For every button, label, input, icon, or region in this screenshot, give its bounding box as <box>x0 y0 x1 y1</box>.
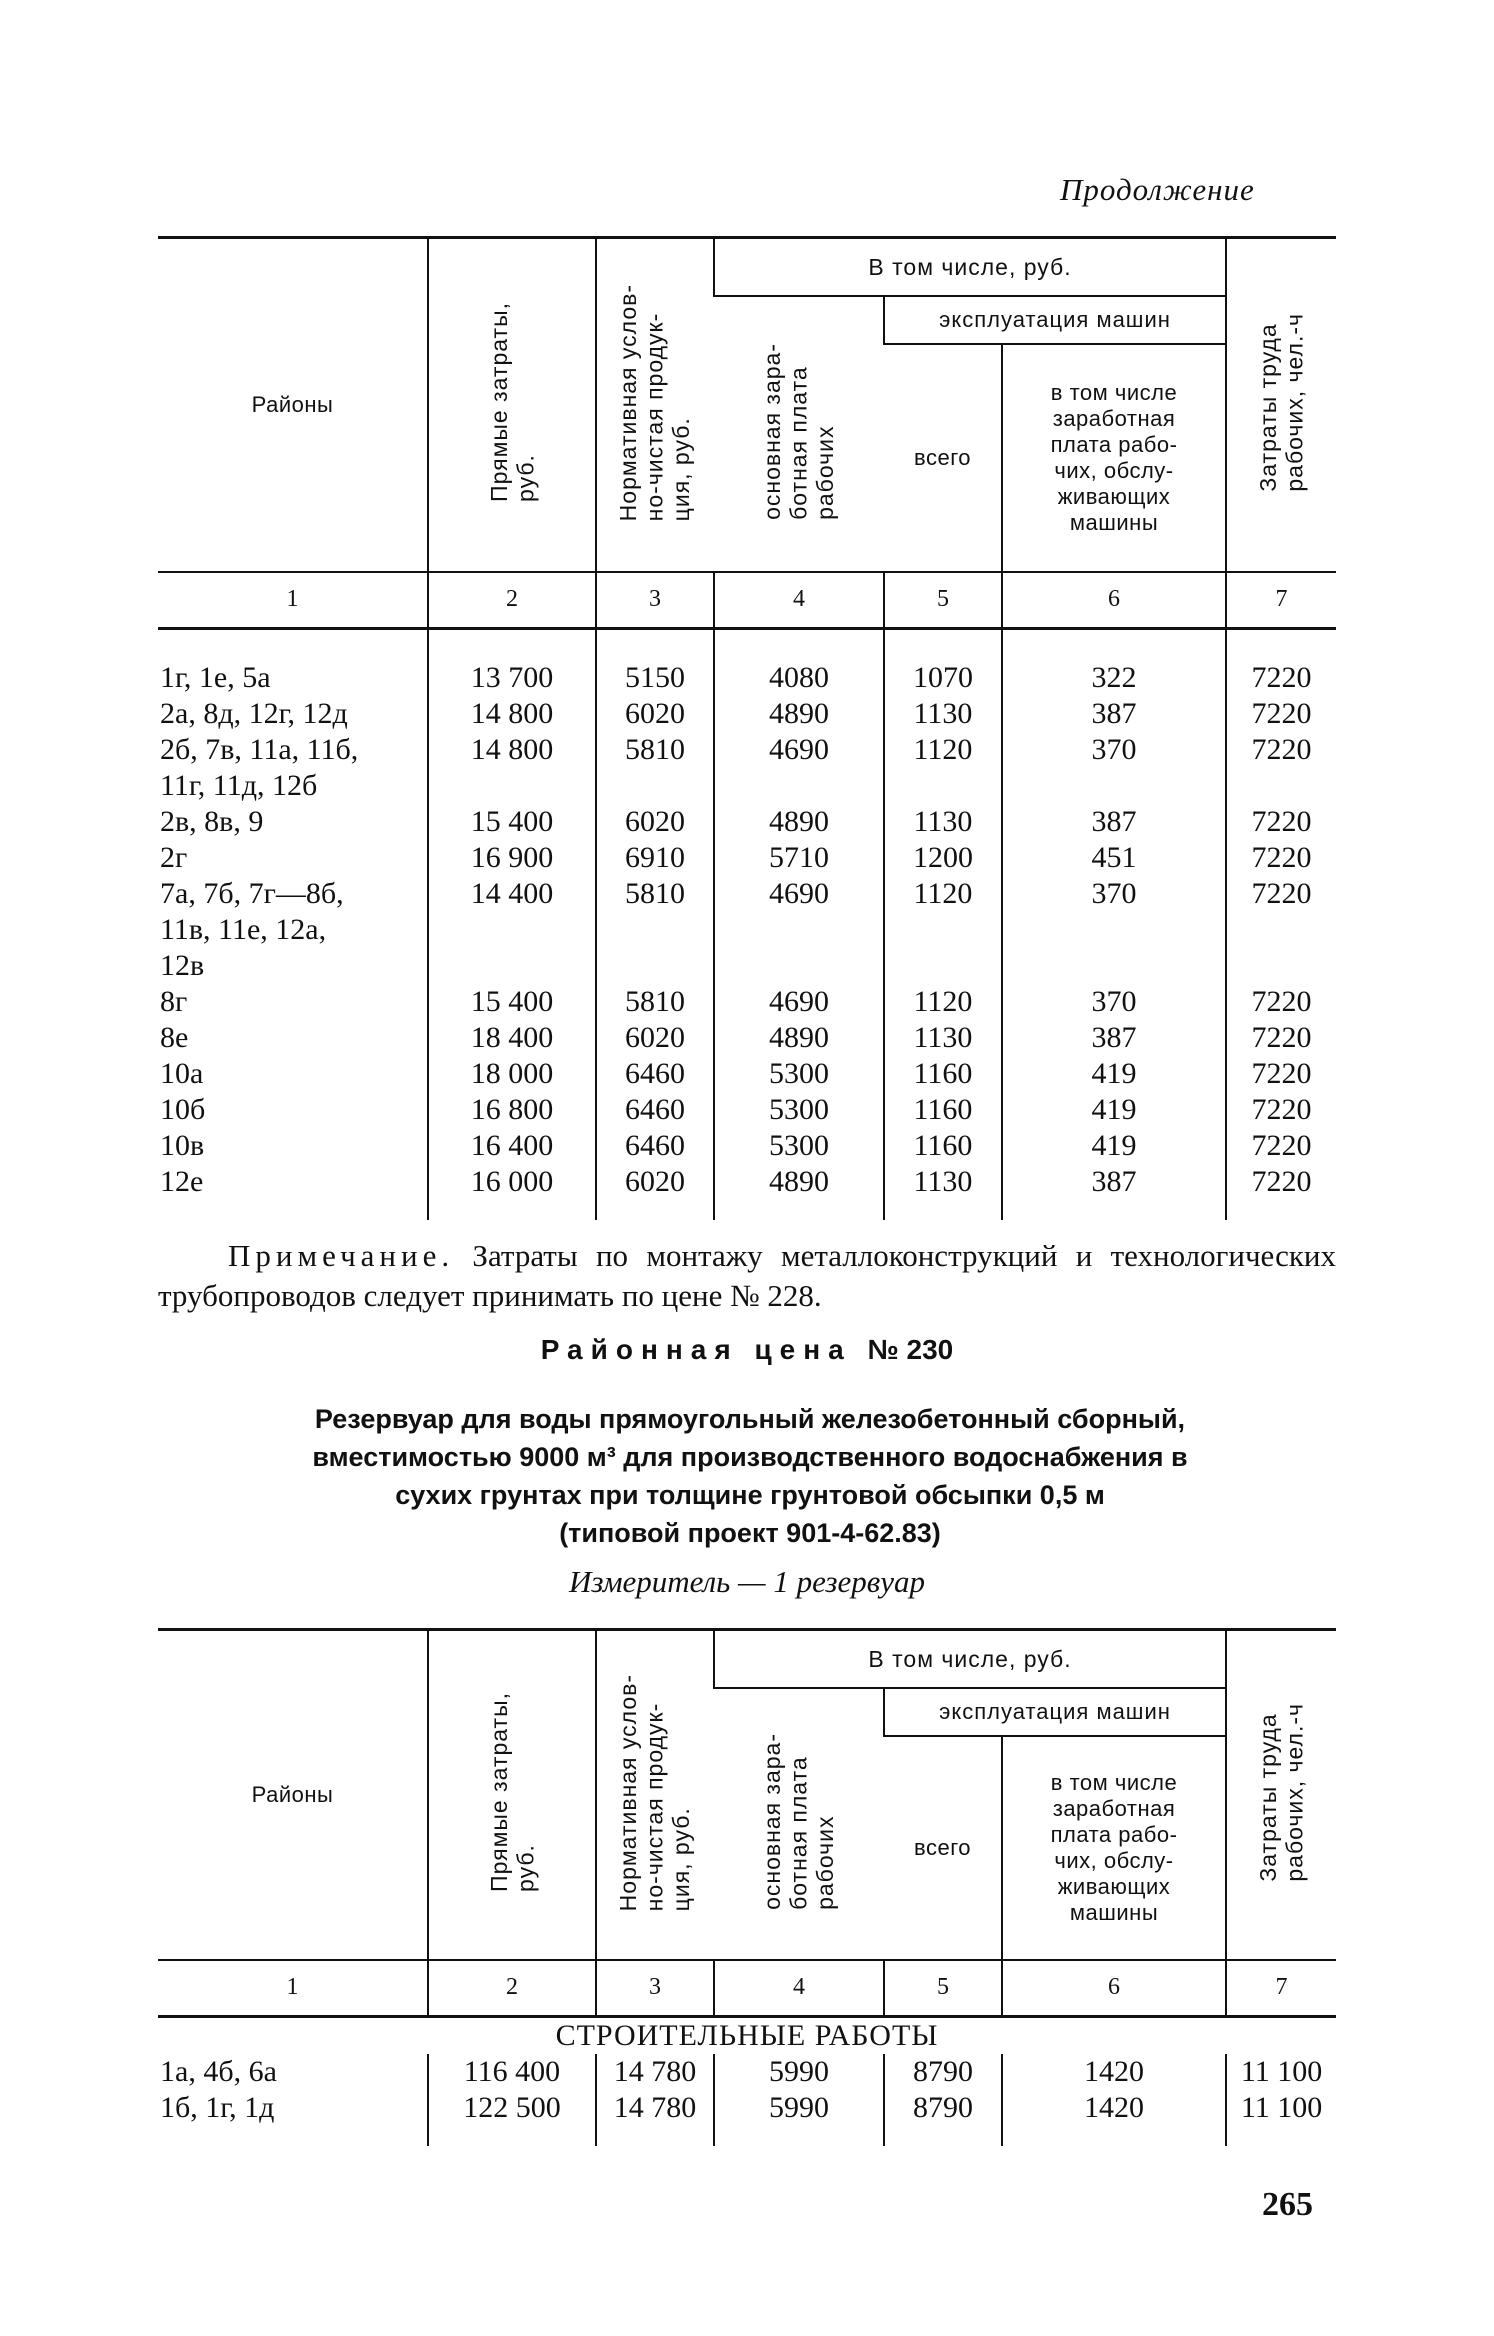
col-number: 6 <box>1002 1960 1226 2017</box>
col-number: 4 <box>714 572 884 629</box>
cell-machines-total: 1130 <box>884 804 1002 840</box>
col-number: 3 <box>596 1960 714 2017</box>
cell-labor: 7220 <box>1226 1164 1336 1220</box>
col-number: 6 <box>1002 572 1226 629</box>
header-regions: Районы <box>158 1630 428 1961</box>
table-row <box>158 1164 1336 1220</box>
col-number: 1 <box>158 1960 428 2017</box>
cell-region: 2а, 8д, 12г, 12д <box>160 697 348 730</box>
cell-normative-cost: 6910 <box>596 840 714 876</box>
cell-region: 8г <box>160 985 188 1018</box>
cell-normative-cost: 6460 <box>596 1128 714 1164</box>
cell-machines-total: 1130 <box>884 1020 1002 1056</box>
table-row <box>158 1128 1336 1164</box>
header-base-wage: основная зара- ботная плата рабочих <box>758 342 838 520</box>
cell-base-wage: 5300 <box>714 1092 884 1128</box>
cell-normative-cost: 5810 <box>596 984 714 1020</box>
page-number: 265 <box>1262 2186 1313 2223</box>
cell-base-wage: 4890 <box>714 1020 884 1056</box>
col-number: 4 <box>714 1960 884 2017</box>
cell-region: 2б, 7в, 11а, 11б, 11г, 11д, 12б <box>160 733 359 802</box>
table-row <box>158 2054 1336 2090</box>
cell-region: 7а, 7б, 7г—8б, 11в, 11е, 12а, 12в <box>160 877 344 982</box>
cell-machines-wage: 370 <box>1002 732 1226 804</box>
col-number: 2 <box>428 1960 596 2017</box>
cell-machines-total: 1160 <box>884 1056 1002 1092</box>
cell-machines-wage: 387 <box>1002 804 1226 840</box>
cell-region: 1а, 4б, 6а <box>160 2055 277 2088</box>
section-title: СТРОИТЕЛЬНЫЕ РАБОТЫ <box>555 2019 939 2052</box>
cell-normative-cost: 6020 <box>596 1164 714 1220</box>
cell-machines-total: 8790 <box>884 2054 1002 2090</box>
cell-machines-wage: 370 <box>1002 876 1226 984</box>
continuation-label: Продолжение <box>1060 172 1255 207</box>
col-number: 2 <box>428 572 596 629</box>
cell-direct-costs: 14 400 <box>428 876 596 984</box>
col-number: 5 <box>884 572 1002 629</box>
header-machine-operation: эксплуатация машин <box>884 296 1226 344</box>
col-number: 1 <box>158 572 428 629</box>
cell-direct-costs: 16 000 <box>428 1164 596 1220</box>
header-total: всего <box>914 1835 971 1861</box>
price-number: № 230 <box>867 1334 954 1365</box>
cell-normative-cost: 6460 <box>596 1092 714 1128</box>
cell-labor: 7220 <box>1226 840 1336 876</box>
header-normative-cost: Нормативная услов- но-чистая продук- ция, руб. <box>596 1630 714 1961</box>
note-text: Затраты по монтажу металлоконструкций и технологических трубопроводов следует принимать по цене № 228. <box>158 1238 1336 1313</box>
cell-machines-wage: 387 <box>1002 696 1226 732</box>
cell-labor: 7220 <box>1226 1092 1336 1128</box>
cell-direct-costs: 122 500 <box>428 2090 596 2146</box>
cell-machines-wage: 370 <box>1002 984 1226 1020</box>
cell-base-wage: 4690 <box>714 984 884 1020</box>
cell-machines-wage: 387 <box>1002 1164 1226 1220</box>
header-total: всего <box>914 445 971 471</box>
table-row <box>158 804 1336 840</box>
cell-machines-wage: 419 <box>1002 1092 1226 1128</box>
header-incl-wage: в том числе заработная плата рабо- чих, обслу- живающих машины <box>1002 1736 1226 1960</box>
cell-base-wage: 4690 <box>714 732 884 804</box>
table-row <box>158 1020 1336 1056</box>
cell-region: 12е <box>160 1165 204 1198</box>
cell-labor: 7220 <box>1226 1020 1336 1056</box>
cell-base-wage: 4890 <box>714 804 884 840</box>
cell-normative-cost: 6460 <box>596 1056 714 1092</box>
col-number: 7 <box>1226 572 1336 629</box>
cell-direct-costs: 16 400 <box>428 1128 596 1164</box>
cell-labor: 11 100 <box>1226 2090 1336 2146</box>
price-title-text: Районная цена <box>540 1334 852 1365</box>
cell-region: 10в <box>160 1129 205 1162</box>
cell-normative-cost: 6020 <box>596 696 714 732</box>
cell-machines-total: 1160 <box>884 1128 1002 1164</box>
cell-machines-total: 1130 <box>884 1164 1002 1220</box>
cell-normative-cost: 6020 <box>596 804 714 840</box>
cell-region: 10б <box>160 1093 206 1126</box>
cell-machines-wage: 451 <box>1002 840 1226 876</box>
cell-direct-costs: 14 800 <box>428 696 596 732</box>
table1-body <box>158 629 1336 1221</box>
price-table-continued <box>158 236 1336 1220</box>
cell-base-wage: 4890 <box>714 696 884 732</box>
price-heading: Резервуар для воды прямоугольный железобетонный сборный, вместимостью 9000 м³ для производственного водоснабжения в сухих грунтах при толщине грунтовой обсыпки 0,5 м (типовой проект 901-4-62.83) <box>312 1404 1188 1548</box>
price-table-230 <box>158 1628 1336 2146</box>
cell-base-wage: 4890 <box>714 1164 884 1220</box>
cell-labor: 7220 <box>1226 1128 1336 1164</box>
cell-labor: 7220 <box>1226 804 1336 840</box>
cell-base-wage: 4080 <box>714 660 884 696</box>
header-including: В том числе, руб. <box>714 1630 1226 1689</box>
cell-machines-total: 1160 <box>884 1092 1002 1128</box>
header-direct-costs: Прямые затраты, руб. <box>428 1630 596 1961</box>
cell-base-wage: 5990 <box>714 2090 884 2146</box>
table-row <box>158 1092 1336 1128</box>
cell-direct-costs: 14 800 <box>428 732 596 804</box>
cell-machines-total: 1130 <box>884 696 1002 732</box>
cell-base-wage: 5300 <box>714 1128 884 1164</box>
cell-machines-total: 1200 <box>884 840 1002 876</box>
spacer-row <box>158 629 1336 661</box>
cell-base-wage: 5710 <box>714 840 884 876</box>
cell-direct-costs: 116 400 <box>428 2054 596 2090</box>
cell-base-wage: 4690 <box>714 876 884 984</box>
cell-direct-costs: 18 000 <box>428 1056 596 1092</box>
cell-region: 2в, 8в, 9 <box>160 805 264 838</box>
cell-normative-cost: 5810 <box>596 876 714 984</box>
cell-machines-total: 1120 <box>884 732 1002 804</box>
col-number: 3 <box>596 572 714 629</box>
cell-labor: 7220 <box>1226 732 1336 804</box>
cell-machines-wage: 419 <box>1002 1128 1226 1164</box>
header-normative-cost: Нормативная услов- но-чистая продук- ция, руб. <box>596 238 714 573</box>
cell-normative-cost: 6020 <box>596 1020 714 1056</box>
cell-machines-wage: 387 <box>1002 1020 1226 1056</box>
cell-machines-wage: 322 <box>1002 660 1226 696</box>
cell-direct-costs: 15 400 <box>428 984 596 1020</box>
table-row <box>158 876 1336 984</box>
header-labor: Затраты труда рабочих, чел.-ч <box>1226 238 1336 573</box>
table-row <box>158 1056 1336 1092</box>
section-row <box>158 2017 1336 2055</box>
cell-region: 8е <box>160 1021 189 1054</box>
cell-normative-cost: 14 780 <box>596 2054 714 2090</box>
cell-labor: 7220 <box>1226 696 1336 732</box>
col-number: 5 <box>884 1960 1002 2017</box>
table-row <box>158 696 1336 732</box>
cell-direct-costs: 16 800 <box>428 1092 596 1128</box>
table2-body <box>158 2017 1336 2147</box>
table-row <box>158 840 1336 876</box>
cell-region: 1г, 1е, 5а <box>160 661 271 694</box>
header-regions: Районы <box>158 238 428 573</box>
header-base-wage: основная зара- ботная плата рабочих <box>758 1732 838 1910</box>
header-including: В том числе, руб. <box>714 238 1226 297</box>
header-labor: Затраты труда рабочих, чел.-ч <box>1226 1630 1336 1961</box>
table-row <box>158 732 1336 804</box>
cell-normative-cost: 5150 <box>596 660 714 696</box>
cell-region: 1б, 1г, 1д <box>160 2091 275 2124</box>
cell-machines-wage: 1420 <box>1002 2054 1226 2090</box>
price-title <box>0 1334 1494 1366</box>
cell-base-wage: 5990 <box>714 2054 884 2090</box>
note-label: Примечание. <box>228 1238 455 1273</box>
cell-direct-costs: 18 400 <box>428 1020 596 1056</box>
cell-direct-costs: 15 400 <box>428 804 596 840</box>
cell-machines-total: 1120 <box>884 876 1002 984</box>
cell-machines-wage: 1420 <box>1002 2090 1226 2146</box>
cell-region: 2г <box>160 841 188 874</box>
header-direct-costs: Прямые затраты, руб. <box>428 238 596 573</box>
col-number: 7 <box>1226 1960 1336 2017</box>
cell-machines-total: 1120 <box>884 984 1002 1020</box>
cell-normative-cost: 14 780 <box>596 2090 714 2146</box>
measure-unit: Измеритель — 1 резервуар <box>569 1564 925 1599</box>
header-incl-wage: в том числе заработная плата рабо- чих, обслу- живающих машины <box>1002 344 1226 572</box>
cell-labor: 7220 <box>1226 876 1336 984</box>
cell-labor: 7220 <box>1226 984 1336 1020</box>
cell-labor: 7220 <box>1226 660 1336 696</box>
cell-normative-cost: 5810 <box>596 732 714 804</box>
header-machine-operation: эксплуатация машин <box>884 1688 1226 1736</box>
cell-machines-wage: 419 <box>1002 1056 1226 1092</box>
table-row <box>158 2090 1336 2146</box>
cell-region: 10а <box>160 1057 204 1090</box>
cell-labor: 11 100 <box>1226 2054 1336 2090</box>
cell-machines-total: 8790 <box>884 2090 1002 2146</box>
cell-machines-total: 1070 <box>884 660 1002 696</box>
note <box>158 1236 1336 1316</box>
cell-labor: 7220 <box>1226 1056 1336 1092</box>
cell-direct-costs: 16 900 <box>428 840 596 876</box>
table-row <box>158 660 1336 696</box>
cell-direct-costs: 13 700 <box>428 660 596 696</box>
table-row <box>158 984 1336 1020</box>
cell-base-wage: 5300 <box>714 1056 884 1092</box>
